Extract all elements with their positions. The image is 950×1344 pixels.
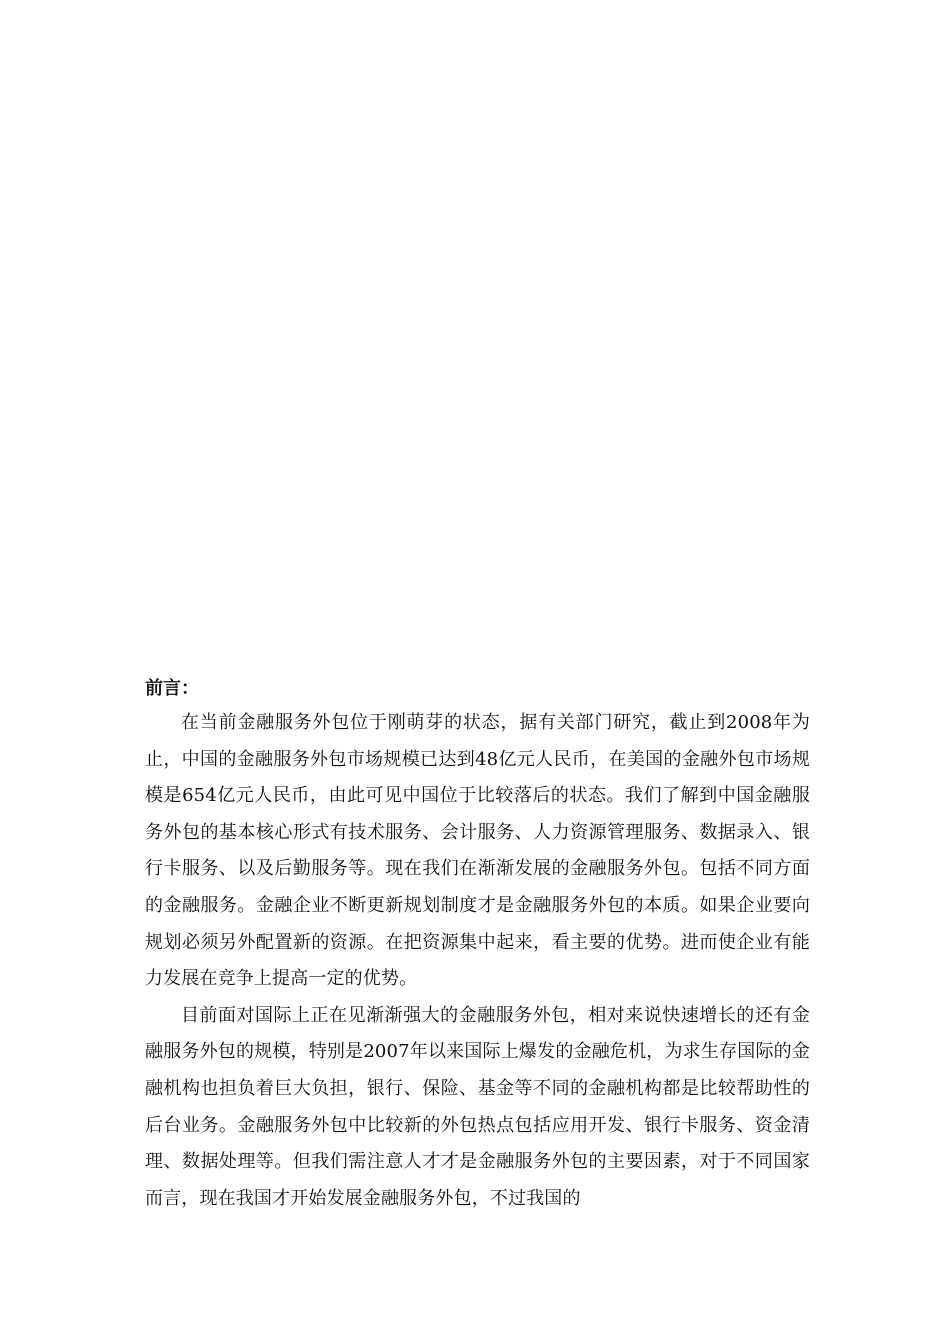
section-heading: 前言： — [145, 678, 199, 699]
paragraph-2: 目前面对国际上正在见渐渐强大的金融服务外包，相对来说快速增长的还有金融服务外包的规模，特别是2007年以来国际上爆发的金融危机，为求生存国际的金融机构也担负着巨大负担，银行、保险、基金等不同的金融机构都是比较帮助性的后台业务。金融服务外包中比较新的外包热点包括应用开发、银行卡服务、资金清理、数据处理等。但我们需注意人才才是金融服务外包的主要因素，对于不同国家而言，现在我国才开始发展金融服务外包，不过我国的 — [145, 1004, 810, 1209]
document-body — [145, 675, 810, 1217]
paragraph-1: 在当前金融服务外包位于刚萌芽的状态，据有关部门研究，截止到2008年为止，中国的金融服务外包市场规模已达到48亿元人民币，在美国的金融外包市场规模是654亿元人民币，由此可见中国位于比较落后的状态。我们了解到中国金融服务外包的基本核心形式有技术服务、会计服务、人力资源管理服务、数据录入、银行卡服务、以及后勤服务等。现在我们在渐渐发展的金融服务外包。包括不同方面的金融服务。金融企业不断更新规划制度才是金融服务外包的本质。如果企业要向规划必须另外配置新的资源。在把资源集中起来，看主要的优势。进而使企业有能力发展在竞争上提高一定的优势。 — [145, 712, 810, 990]
